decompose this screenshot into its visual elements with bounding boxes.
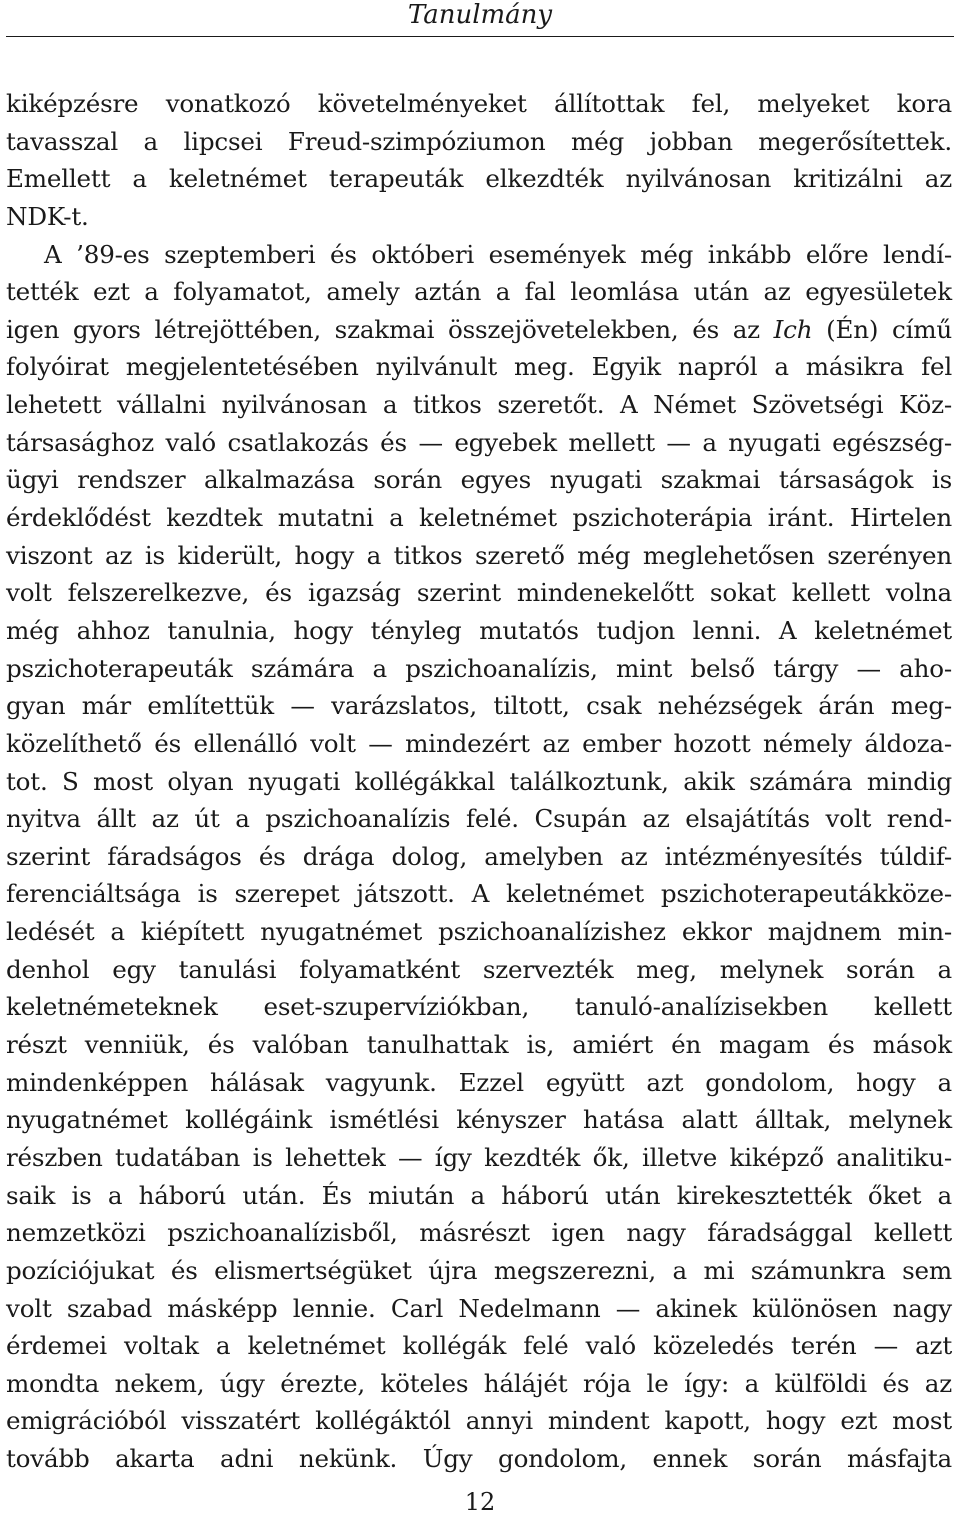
text-line: tették ezt a folyamatot, amely aztán a fal leomlása után az egyesületek: [6, 277, 952, 307]
text-line: érdeklődést kezdtek mutatni a keletnémet pszichoterápia iránt. Hirtelen: [6, 503, 952, 533]
journal-title: Ich: [773, 314, 813, 344]
text-line: pozíciójukat és elismertségüket újra megszerezni, a mi számunkra sem: [6, 1255, 952, 1285]
text-line: tavasszal a lipcsei Freud-szimpóziumon még jobban megerősítettek.: [6, 126, 952, 156]
header-rule: [6, 36, 954, 37]
body-text: [6, 85, 952, 1478]
text-line: keletnémeteknek eset-szupervíziókban, tanuló-analízisekben kellett: [6, 992, 952, 1022]
text-line: nyitva állt az út a pszichoanalízis felé. Csupán az elsajátítás volt rend-: [6, 804, 952, 834]
text-line: Emellett a keletnémet terapeuták elkezdték nyilvánosan kritizálni az: [6, 164, 952, 194]
text-line: mondta nekem, úgy érezte, köteles hálájét rója le így: a külföldi és az: [6, 1368, 952, 1398]
text-line: igen gyors létrejöttében, szakmai összejövetelekben, és az Ich (Én) című: [6, 314, 952, 344]
text-line: tovább akarta adni nekünk. Úgy gondolom, ennek során másfajta: [6, 1444, 952, 1474]
running-header: [0, 0, 960, 36]
text-line: volt szabad másképp lennie. Carl Nedelmann — akinek különösen nagy: [6, 1293, 952, 1323]
text-line: részt venniük, és valóban tanulhattak is, amiért én magam és mások: [6, 1030, 952, 1060]
text-line: társasághoz való csatlakozás és — egyebek mellett — a nyugati egészség-: [6, 427, 952, 457]
text-line: viszont az is kiderült, hogy a titkos szerető még meglehetősen szerényen: [6, 540, 952, 570]
text-line: szerint fáradságos és drága dolog, amelyben az intézményesítés túldif-: [6, 841, 952, 871]
text-line: tot. S most olyan nyugati kollégákkal találkoztunk, akik számára mindig: [6, 766, 952, 796]
text-line: A ’89-es szeptemberi és októberi események még inkább előre lendí-: [44, 239, 952, 269]
text-line: részben tudatában is lehettek — így kezdték ők, illetve kiképző analitiku-: [6, 1142, 952, 1172]
text-line: érdemei voltak a keletnémet kollégák felé való közeledés terén — azt: [6, 1331, 952, 1361]
text-line: emigrációból visszatért kollégáktól annyi mindent kapott, hogy ezt most: [6, 1406, 952, 1436]
text-line: lehetett vállalni nyilvánosan a titkos szeretőt. A Német Szövetségi Köz-: [6, 390, 952, 420]
text-line: még ahhoz tanulnia, hogy tényleg mutatós tudjon lenni. A keletnémet: [6, 615, 952, 645]
text-line: nyugatnémet kollégáink ismétlési kényszer hatása alatt álltak, melynek: [6, 1105, 952, 1135]
text-line: pszichoterapeuták számára a pszichoanalízis, mint belső tárgy — aho-: [6, 653, 952, 683]
text-line: denhol egy tanulási folyamatként szervezték meg, melynek során a: [6, 954, 952, 984]
text-line: NDK-t.: [6, 201, 89, 231]
text-line: ügyi rendszer alkalmazása során egyes nyugati szakmai társaságok is: [6, 465, 952, 495]
text-line: közelíthető és ellenálló volt — mindezért az ember hozott némely áldoza-: [6, 728, 952, 758]
text-line: mindenképpen hálásak vagyunk. Ezzel együtt azt gondolom, hogy a: [6, 1067, 952, 1097]
text-line: saik is a háború után. És miután a háború után kirekesztették őket a: [6, 1180, 952, 1210]
text-line: folyóirat megjelentetésében nyilvánult meg. Egyik napról a másikra fel: [6, 352, 952, 382]
section-title: Tanulmány: [407, 0, 553, 30]
text-line: nemzetközi pszichoanalízisből, másrészt igen nagy fáradsággal kellett: [6, 1218, 952, 1248]
text-line: ledését a kiépített nyugatnémet pszichoanalízishez ekkor majdnem min-: [6, 917, 952, 947]
text-line: ferenciáltsága is szerepet játszott. A keletnémet pszichoterapeutákköze-: [6, 879, 952, 909]
page-number: 12: [464, 1488, 496, 1516]
text-line: volt felszerelkezve, és igazság szerint mindenekelőtt sokat kellett volna: [6, 578, 952, 608]
text-line: gyan már említettük — varázslatos, tiltott, csak nehézségek árán meg-: [6, 691, 952, 721]
text-line: kiképzésre vonatkozó követelményeket állítottak fel, melyeket kora: [6, 89, 952, 118]
